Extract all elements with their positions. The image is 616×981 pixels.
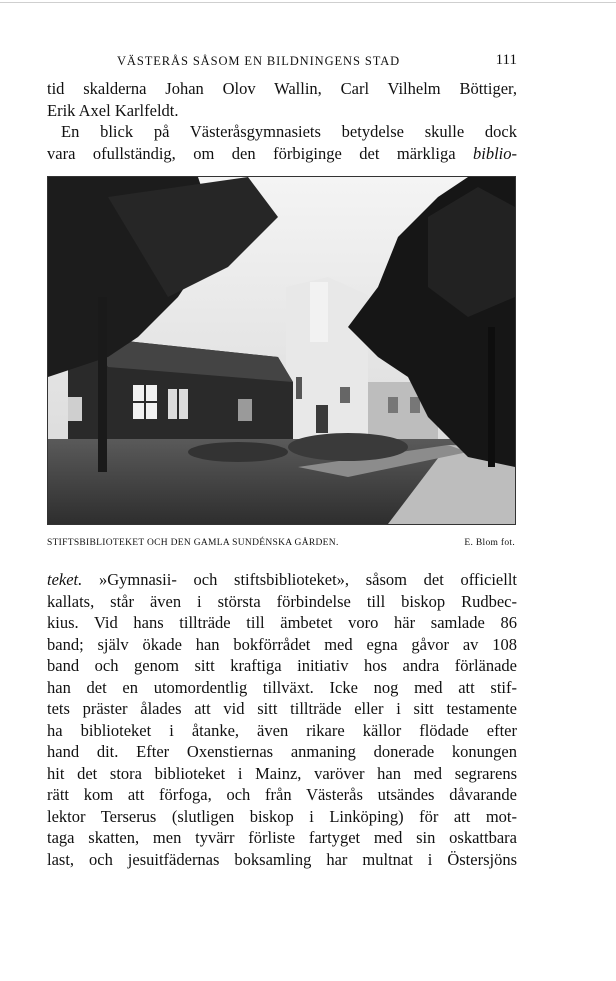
top-paragraphs — [47, 78, 517, 164]
text-line: lektor Terserus (slutligen biskop i Linköping) för att mot- — [47, 806, 517, 826]
caption-text: STIFTSBIBLIOTEKET OCH DEN GAMLA SUNDÉNSKA GÅRDEN. — [47, 538, 339, 548]
text-segment: »Gymnasii- och stiftsbiblioteket», såsom det officiellt — [82, 570, 517, 589]
page-edge — [0, 2, 616, 3]
text-line: tets präster ålades att vid sitt tillträde eller i sitt testamente — [47, 699, 517, 718]
text-line-with-italic — [47, 569, 517, 591]
text-line: han det en utomordentlig tillväxt. Icke nog med att stif- — [47, 677, 517, 697]
text-line: Erik Axel Karlfeldt. — [47, 100, 179, 120]
text-line: En blick på Västeråsgymnasiets betydelse skulle dock — [61, 122, 517, 141]
text-line: last, och jesuitfädernas boksamling har multnat i Östersjöns — [47, 849, 517, 869]
text-segment: vara ofullständig, om den förbiginge det märkliga — [47, 143, 473, 163]
text-line: taga skatten, men tyvärr förliste fartyget med sin oskattbara — [47, 828, 517, 847]
italic-word: teket. — [47, 570, 83, 589]
text-line: ha biblioteket i åtanke, även rikare källor flödade efter — [47, 720, 517, 740]
running-head — [47, 52, 517, 72]
text-line: kius. Vid hans tillträde till ämbetet voro här samlade 86 — [47, 613, 517, 632]
text-line: band; själv ökade han bokförrådet med egna gåvor av 108 — [47, 634, 517, 654]
text-line: tid skalderna Johan Olov Wallin, Carl Vilhelm Böttiger, — [47, 79, 517, 98]
text-line: hit det stora biblioteket i Mainz, varöver han med segrarens — [47, 763, 517, 783]
text-line-with-italic — [47, 143, 517, 165]
italic-word: biblio- — [473, 143, 517, 163]
page-number: 111 — [495, 52, 517, 68]
photo-illustration — [48, 177, 515, 524]
text-line: kallats, står även i största förbindelse till biskop Rudbec- — [47, 591, 517, 611]
bottom-paragraph — [47, 569, 517, 870]
library-photograph — [47, 176, 516, 525]
running-title: VÄSTERÅS SÅSOM EN BILDNINGENS STAD — [117, 54, 401, 68]
photo-credit: E. Blom fot. — [464, 538, 515, 548]
text-line: rätt kom att förfoga, och från Västerås utsändes dåvarande — [47, 785, 517, 804]
text-line: hand dit. Efter Oxenstiernas anmaning donerade konungen — [47, 742, 517, 761]
text-line: band och genom sitt kraftiga initiativ hos andra förlänade — [47, 656, 517, 675]
